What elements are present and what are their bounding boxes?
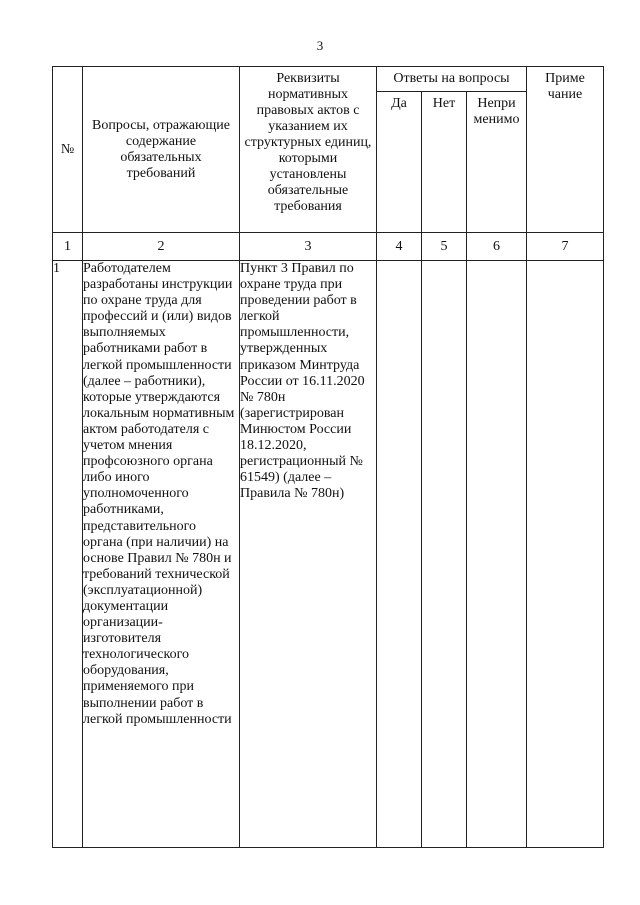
- column-number: 3: [240, 233, 377, 261]
- header-na: [467, 92, 527, 233]
- header-no-label: Нет: [432, 96, 456, 111]
- column-number: 2: [83, 233, 240, 261]
- header-no: [422, 92, 467, 233]
- header-answers-label: Ответы на вопросы: [393, 71, 510, 86]
- header-questions-label: Вопросы, отражающие содержание обязательных требований: [92, 117, 230, 181]
- column-number: 1: [53, 233, 83, 261]
- column-number: 6: [467, 233, 527, 261]
- question-cell: Работодателем разработаны инструкции по охране труда для профессий и (или) видов выполняемых работниками работ в легкой промышленности (далее – работники), которые утверждаются локальным нормативным актом работодателя с учетом мнения профсоюзного органа либо иного уполномоченного работниками, представительного органа (при наличии) на основе Правил № 780н и требований технической (эксплуатационной) документации организации-изготовителя технологического оборудования, применяемого при выполнении работ в легкой промышленности: [83, 261, 240, 848]
- checklist-table: [52, 66, 604, 848]
- header-questions: [83, 67, 240, 233]
- header-num-label: №: [60, 141, 75, 157]
- answer-na-cell[interactable]: [467, 261, 527, 848]
- column-number-row: [53, 233, 604, 261]
- table-row: [53, 261, 604, 848]
- row-number: 1: [53, 261, 83, 848]
- column-number: 5: [422, 233, 467, 261]
- header-answers: [377, 67, 527, 92]
- requisites-cell: Пункт 3 Правил по охране труда при проведении работ в легкой промышленности, утвержденных приказом Минтруда России от 16.11.2020 № 780н (зарегистрирован Минюстом России 18.12.2020, регистрационный № 61549) (далее – Правила № 780н): [240, 261, 377, 848]
- header-yes-label: Да: [391, 96, 407, 111]
- note-cell[interactable]: [527, 261, 604, 848]
- header-requisites: [240, 67, 377, 233]
- header-yes: [377, 92, 422, 233]
- column-number: 4: [377, 233, 422, 261]
- column-number: 7: [527, 233, 604, 261]
- answer-no-cell[interactable]: [422, 261, 467, 848]
- header-requisites-label: Реквизиты нормативных правовых актов с указанием их структурных единиц, которыми установлены обязательные требования: [244, 71, 372, 214]
- header-num: [53, 67, 83, 233]
- answer-yes-cell[interactable]: [377, 261, 422, 848]
- page-number: 3: [316, 38, 324, 53]
- header-note-label: Приме чание: [545, 71, 585, 102]
- header-na-label: Непри менимо: [473, 96, 520, 127]
- header-note: [527, 67, 604, 233]
